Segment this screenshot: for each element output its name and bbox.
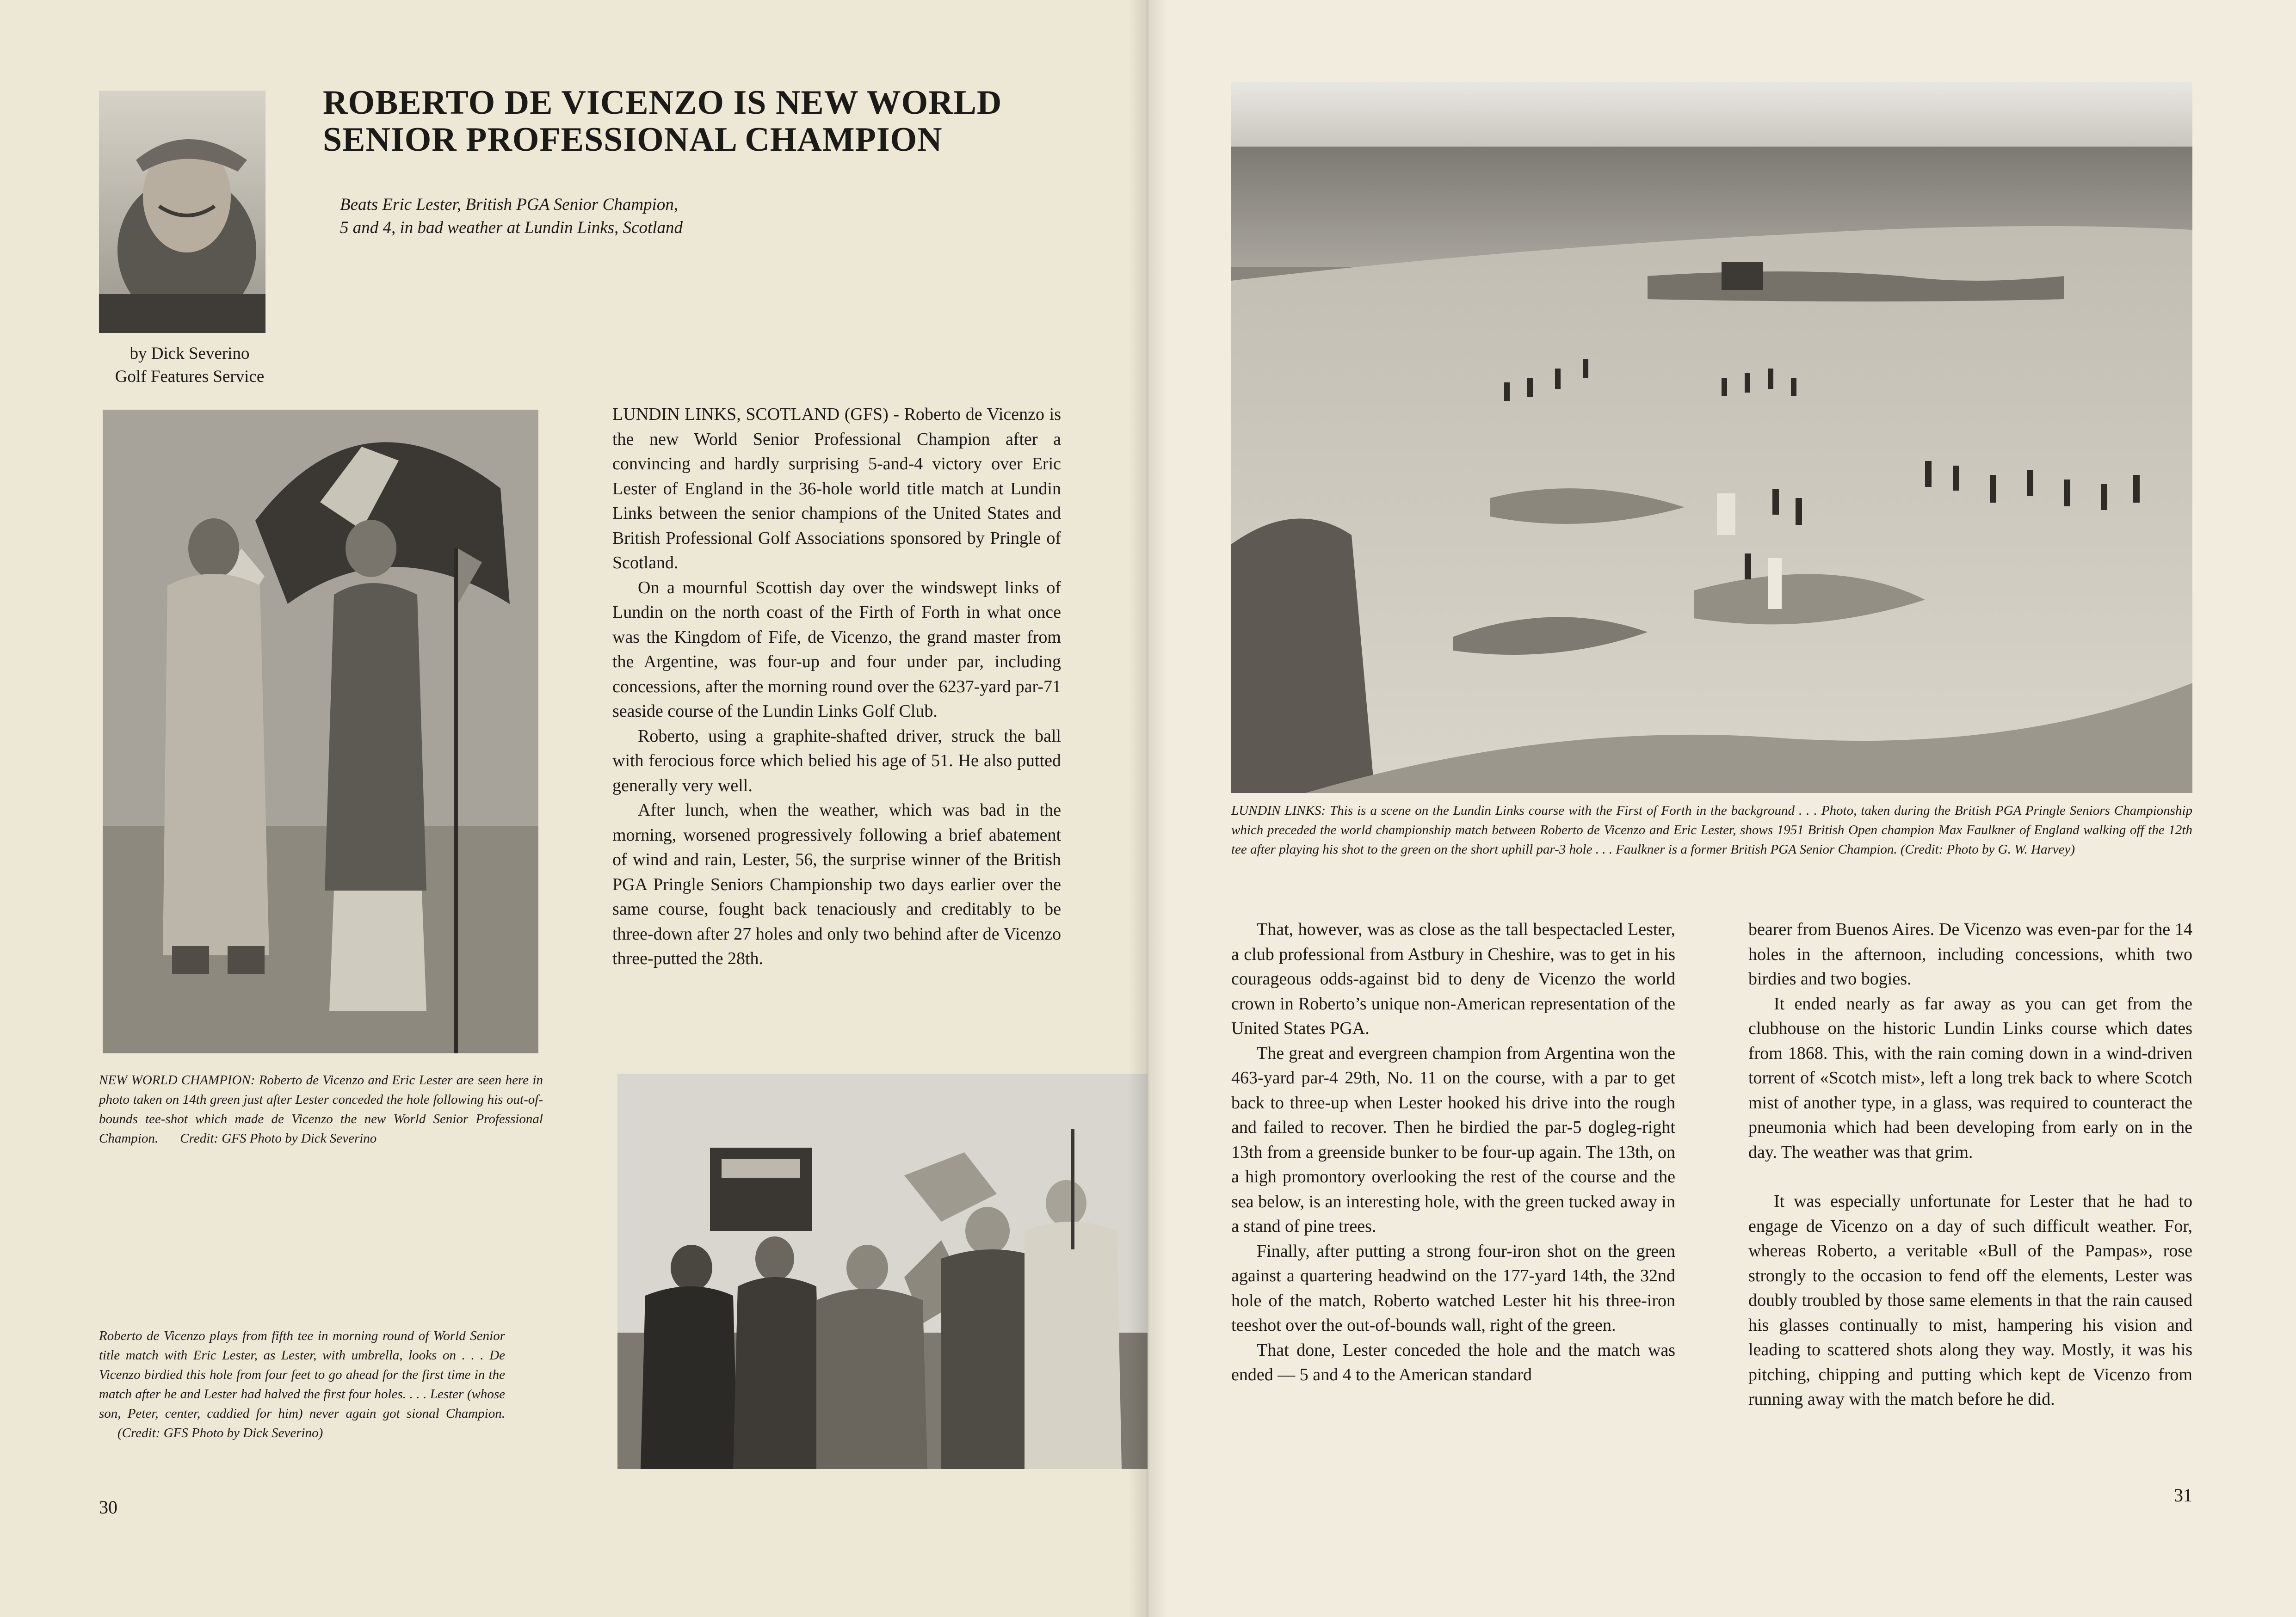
paragraph: LUNDIN LINKS, SCOTLAND (GFS) - Roberto de Vicenzo is the new World Senior Professional Champion after a convincing and hardly surprising 5-and-4 victory over Eric Lester of England in the 36-hole world title match at Lundin Links between the senior champions of the United States and British Professional Golf Associations sponsored by Pringle of Scotland. xyxy=(612,405,1061,572)
paragraph: It was especially unfortunate for Lester that he had to engage de Vicenzo on a day of such difficult weather. For, whereas Roberto, a veritable «Bull of the Pampas», rose strongly to the occasion to fend off the elements, Lester was doubly troubled by those same elements in that the rain caused his glasses continually to mist, hampering his vision and leading to scattered shots along they way. Mostly, it was his pitching, chipping and putting which kept de Vicenzo from running away with the match before he did. xyxy=(1748,1192,2192,1409)
paragraph: Roberto, using a graphite-shafted driver, struck the ball with ferocious force which belied his age of 51. He also putted generally very well. xyxy=(612,726,1061,795)
headline-line-2: SENIOR PROFESSIONAL CHAMPION xyxy=(323,121,943,159)
paragraph: bearer from Buenos Aires. De Vicenzo was even-par for the 14 holes in the afternoon, including concessions, whith two birdies and two bogies. xyxy=(1748,920,2192,989)
right-page xyxy=(1148,0,2296,1617)
book-gutter xyxy=(1129,0,1167,1617)
fifth-tee-caption-text: Roberto de Vicenzo plays from fifth tee in morning round of World Senior title match with Eric Lester, as Lester, with umbrella, looks on . . . De Vicenzo birdied this hole from four feet to go ahead for the first time in the match after he and Lester had halved the first four holes. . . . Lester (whose son, Peter, center, caddied for him) never again got sional Champion. xyxy=(99,1328,505,1421)
headline-line-1: ROBERTO DE VICENZO IS NEW WORLD xyxy=(323,84,1002,122)
paragraph: The great and evergreen champion from Argentina won the 463-yard par-4 29th, No. 11 on the course, with a par to get back to three-up when Lester hooked his drive into the rough and failed to recover. Then he birdied the par-5 dogleg-right 13th from a greenside bunker to be four-up again. The 13th, on a high promontory overlooking the rest of the course and the sea below, is an interesting hole, with the green tucked away in a stand of pine trees. xyxy=(1231,1043,1675,1236)
byline-author: by Dick Severino xyxy=(130,344,250,363)
article-column-right xyxy=(1748,917,2192,1412)
article-subhead xyxy=(340,193,802,240)
fifth-tee-caption-credit: (Credit: GFS Photo by Dick Severino) xyxy=(117,1426,323,1440)
portrait-photo xyxy=(99,91,265,333)
subhead-line-1: Beats Eric Lester, British PGA Senior Champion, xyxy=(340,195,679,214)
paragraph: After lunch, when the weather, which was bad in the morning, worsened progressively following a brief abatement of wind and rain, Lester, 56, the surprise winner of the British PGA Pringle Seniors Championship two days earlier over the same course, fought back tenaciously and creditably to be three-down after 27 holes and only two behind after de Vicenzo three-putted the 28th. xyxy=(612,800,1061,968)
paragraph: On a mournful Scottish day over the windswept links of Lundin on the north coast of the Firth of Forth in what once was the Kingdom of Fife, de Vicenzo, the grand master from the Argentine, was four-up and four under par, including concessions, after the morning round over the 6237-yard par-71 seaside course of the Lundin Links Golf Club. xyxy=(612,578,1061,721)
paragraph: Finally, after putting a strong four-iron shot on the green against a quartering headwind on the 177-yard 14th, the 32nd hole of the match, Roberto watched Lester hit his three-iron teeshot over the out-of-bounds wall, right of the green. xyxy=(1231,1241,1675,1335)
paragraph: That done, Lester conceded the hole and the match was ended — 5 and 4 to the American standard xyxy=(1231,1340,1675,1384)
champions-caption-credit: Credit: GFS Photo by Dick Severino xyxy=(180,1131,377,1146)
page-number-right: 31 xyxy=(2174,1485,2192,1506)
paragraph: It ended nearly as far away as you can get from the clubhouse on the historic Lundin Links course which dates from 1868. This, with the rain coming down in a wind-driven torrent of «Scotch mist», left a long trek back to where Scotch mist of another type, in a glass, was required to counteract the pneumonia which had been developing from early on in the day. The weather was that grim. xyxy=(1748,994,2192,1162)
page-number-left: 30 xyxy=(99,1497,117,1518)
byline xyxy=(83,342,296,388)
paragraph: That, however, was as close as the tall bespectacled Lester, a club professional from Astbury in Cheshire, was to get in his courageous odds-against bid to deny de Vicenzo the world crown in Roberto’s unique non-American representation of the United States PGA. xyxy=(1231,920,1675,1038)
fifth-tee-caption xyxy=(99,1326,505,1443)
champions-caption-text: NEW WORLD CHAMPION: Roberto de Vicenzo and Eric Lester are seen here in photo taken on 14th green just after Lester conceded the hole following his out-of-bounds tee-shot which made de Vicenzo the new World Senior Professional Champion. xyxy=(99,1073,543,1146)
article-column-left xyxy=(612,402,1061,971)
article-column-middle xyxy=(1231,917,1675,1388)
subhead-line-2: 5 and 4, in bad weather at Lundin Links, Scotland xyxy=(340,218,683,237)
article-headline xyxy=(323,84,1063,158)
champions-photo-caption xyxy=(99,1070,543,1148)
lundin-links-photo xyxy=(1231,82,2192,793)
byline-agency: Golf Features Service xyxy=(115,367,265,386)
fifth-tee-photo xyxy=(617,1074,1148,1469)
lundin-links-caption: LUNDIN LINKS: This is a scene on the Lundin Links course with the First of Forth in the background . . . Photo, taken during the British PGA Pringle Seniors Championship which preceded the world championship match between Roberto de Vicenzo and Eric Lester, shows 1951 British Open champion Max Faulkner of England walking off the 12th tee after playing his shot to the green on the short uphill par-3 hole . . . Faulkner is a former British PGA Senior Champion. (Credit: Photo by G. W. Harvey) xyxy=(1231,803,2192,857)
champions-photo xyxy=(103,410,538,1053)
